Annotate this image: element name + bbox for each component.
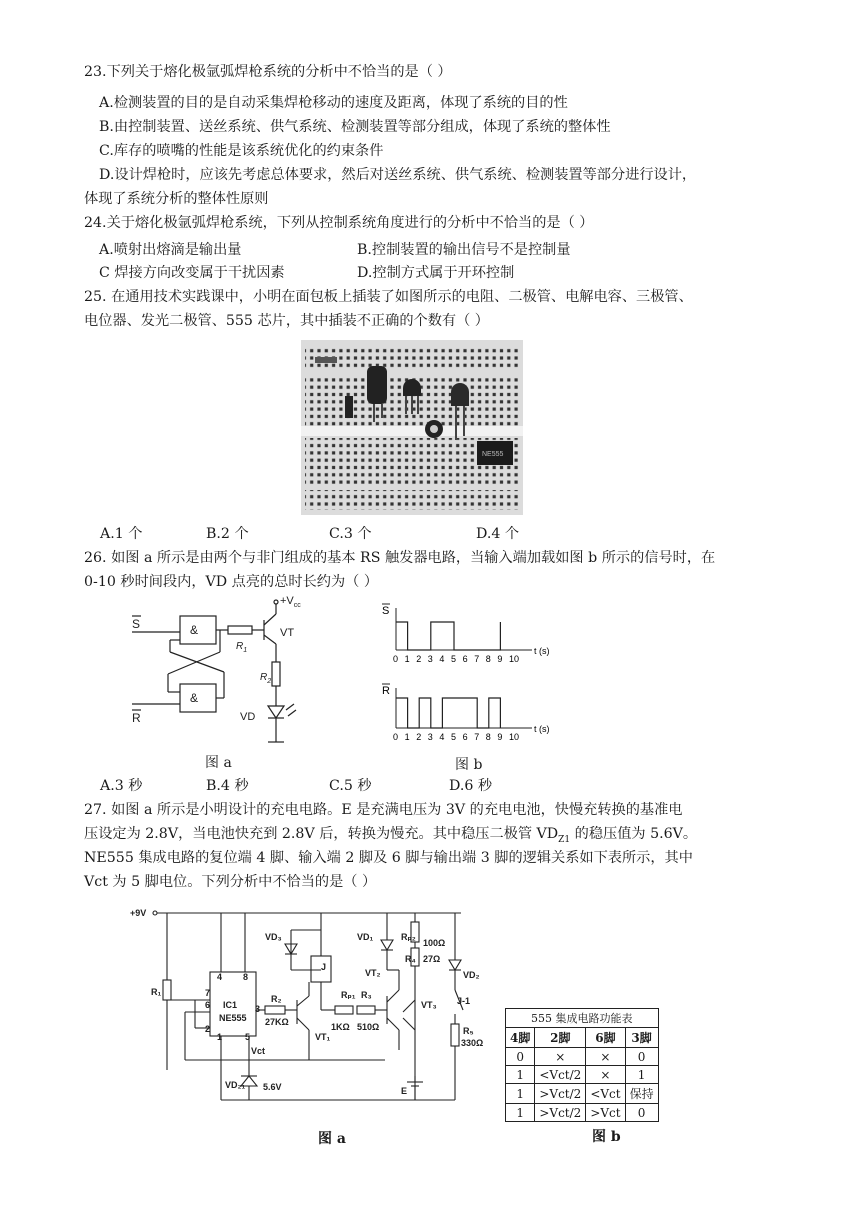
tick-label: 2 [416, 732, 422, 742]
table-row: 1 >Vct/2 >Vct 0 [506, 1104, 659, 1122]
tick-label: 1 [404, 732, 410, 742]
q24-stem: 24.关于熔化极氩弧焊枪系统，下列从控制系统角度进行的分析中不恰当的是（ ） [84, 215, 594, 231]
function-table-555 [505, 1008, 659, 1122]
table-header: 4脚 [506, 1028, 535, 1048]
svg-text:IC1: IC1 [223, 1000, 238, 1010]
svg-text:Rₚ₂: Rₚ₂ [401, 932, 416, 942]
tick-label: 5 [451, 654, 457, 664]
svg-text:Rₚ₁: Rₚ₁ [341, 990, 356, 1000]
q27-caption-b: 图 b [592, 1129, 621, 1145]
svg-text:5.6V: 5.6V [263, 1082, 282, 1092]
tick-label: 9 [497, 654, 503, 664]
tick-label: 8 [485, 732, 491, 742]
rs-flipflop-circuit [120, 592, 320, 752]
table-header: 2脚 [535, 1028, 586, 1048]
s-waveform [396, 622, 500, 650]
q25-stem: 25. 在通用技术实践课中，小明在面包板上插装了如图所示的电阻、二极管、电解电容、三极管、 [84, 289, 693, 305]
led-icon [451, 383, 469, 406]
q27-stem-2: 压设定为 2.8V，当电池快充到 2.8V 后，转换为慢充。其中稳压二极管 $VD_{Z1}$ 的稳压值为 5.6V。 [84, 826, 698, 845]
q23-stem: 23.下列关于熔化极氩弧焊枪系统的分析中不恰当的是（ ） [84, 64, 452, 80]
tick-label: 3 [427, 654, 433, 664]
q23-option-a: A.检测装置的目的是自动采集焊枪移动的速度及距离，体现了系统的目的性 [99, 95, 568, 111]
table-header: 6脚 [586, 1028, 625, 1048]
svg-text:1: 1 [217, 1032, 223, 1042]
q24-option-d: D.控制方式属于开环控制 [357, 265, 515, 281]
tick-label: 3 [427, 732, 433, 742]
svg-text:R₅: R₅ [463, 1026, 474, 1036]
r-signal-label: R [382, 685, 390, 697]
q24-option-a: A.喷射出熔滴是输出量 [99, 242, 242, 258]
svg-text:4: 4 [217, 972, 223, 982]
q26-option-d: D.6 秒 [449, 778, 493, 794]
charging-circuit [125, 900, 495, 1115]
svg-text:VD₃: VD₃ [265, 932, 282, 942]
tick-label: 4 [439, 732, 445, 742]
svg-text:VD: VD [240, 711, 256, 723]
table-row: 0 × × 0 [506, 1048, 659, 1066]
svg-text:2: 2 [205, 1024, 211, 1034]
capacitor-icon [367, 366, 387, 404]
svg-text:VT₂: VT₂ [365, 968, 381, 978]
svg-text:27Ω: 27Ω [423, 954, 441, 964]
q26-option-a: A.3 秒 [100, 778, 143, 794]
tick-label: 5 [451, 732, 457, 742]
svg-text:VD₂: VD₂ [463, 970, 480, 980]
svg-text:330Ω: 330Ω [461, 1038, 484, 1048]
q23-option-c: C.库存的喷嘴的性能是该系统优化的约束条件 [99, 143, 384, 159]
q26-caption-a: 图 a [205, 755, 232, 771]
svg-text:3: 3 [255, 1004, 261, 1014]
resistor-r2 [272, 662, 280, 686]
tick-label: 1 [404, 654, 410, 664]
q27-stem: 27. 如图 a 所示是小明设计的充电电路。E 是充满电压为 3V 的充电电池，快慢充转换的基准电 [84, 802, 683, 818]
svg-text:VT₁: VT₁ [315, 1032, 331, 1042]
svg-text:6: 6 [205, 1000, 211, 1010]
q27-stem-4: Vct 为 5 脚电位。下列分析中不恰当的是（ ） [84, 874, 377, 890]
tick-label: 7 [474, 654, 480, 664]
svg-text:100Ω: 100Ω [423, 938, 446, 948]
t-axis-label: t (s) [534, 646, 550, 656]
s-signal-label: S [382, 605, 390, 617]
svg-text:7: 7 [205, 988, 211, 998]
led-vd-icon [268, 706, 284, 718]
svg-text:&: & [190, 691, 199, 705]
tick-label: 4 [439, 654, 445, 664]
q26-stem: 26. 如图 a 所示是由两个与非门组成的基本 RS 触发器电路，当输入端加载如图 b 所示的信号时，在 [84, 550, 716, 566]
q25-option-d: D.4 个 [476, 526, 520, 542]
q27-caption-a: 图 a [318, 1131, 346, 1147]
svg-text:+Vcc: $+V_{cc}$ [280, 595, 301, 609]
q25-option-b: B.2 个 [206, 526, 249, 542]
table-title: 555 集成电路功能表 [506, 1009, 659, 1028]
svg-text:VT: VT [280, 627, 295, 639]
svg-text:NE555: NE555 [219, 1013, 247, 1023]
svg-text:VD₁: VD₁ [357, 932, 374, 942]
tick-label: 7 [474, 732, 480, 742]
q23-option-d: D.设计焊枪时，应该先考虑总体要求，然后对送丝系统、供气系统、检测装置等部分进行设计， [99, 167, 697, 183]
svg-text:+9V: +9V [130, 908, 147, 918]
tick-label: 10 [509, 654, 520, 664]
waveform-chart [380, 600, 560, 755]
q23-option-d-cont: 体现了系统分析的整体性原则 [84, 191, 269, 207]
tick-label: 0 [393, 732, 399, 742]
svg-text:E: E [401, 1086, 408, 1096]
svg-text:R2: $R_2$ [260, 672, 272, 685]
svg-text:27KΩ: 27KΩ [265, 1017, 289, 1027]
diode-icon [345, 396, 353, 418]
svg-text:NE555: NE555 [482, 451, 504, 458]
resistor-r1 [228, 626, 252, 634]
svg-text:R₁: R₁ [151, 987, 162, 997]
svg-text:510Ω: 510Ω [357, 1022, 380, 1032]
q27-stem-3: NE555 集成电路的复位端 4 脚、输入端 2 脚及 6 脚与输出端 3 脚的逻辑关系如下表所示，其中 [84, 850, 693, 866]
r-bar-label: R [132, 711, 141, 725]
svg-text:VD₂₁: VD₂₁ [225, 1080, 246, 1090]
svg-text:5: 5 [245, 1032, 251, 1042]
svg-text:R₄: R₄ [405, 954, 416, 964]
svg-text:R₂: R₂ [271, 994, 282, 1004]
svg-text:Vct: Vct [251, 1046, 266, 1056]
tick-label: 2 [416, 654, 422, 664]
q26-stem-cont: 0-10 秒时间段内，VD 点亮的总时长约为（ ） [84, 574, 379, 590]
tick-label: 0 [393, 654, 399, 664]
q25-option-a: A.1 个 [100, 526, 143, 542]
q26-option-c: C.5 秒 [329, 778, 372, 794]
svg-text:R₃: R₃ [361, 990, 372, 1000]
table-row: 1 <Vct/2 × 1 [506, 1066, 659, 1084]
r-waveform [396, 698, 500, 728]
table-header: 3脚 [625, 1028, 658, 1048]
q26-option-b: B.4 秒 [206, 778, 249, 794]
svg-text:1KΩ: 1KΩ [331, 1022, 350, 1032]
svg-text:&: & [190, 623, 199, 637]
tick-label: 8 [485, 654, 491, 664]
q24-option-c: C 焊接方向改变属于干扰因素 [99, 265, 285, 281]
q25-option-c: C.3 个 [329, 526, 372, 542]
tick-label: 6 [462, 654, 468, 664]
q26-caption-b: 图 b [455, 757, 483, 773]
svg-text:R1: $R_1$ [236, 641, 248, 654]
tick-label: 6 [462, 732, 468, 742]
svg-text:J-1: J-1 [457, 996, 471, 1006]
q24-option-b: B.控制装置的输出信号不是控制量 [357, 242, 571, 258]
s-bar-label: S [132, 617, 141, 631]
resistor-icon [315, 357, 337, 363]
table-row: 1 >Vct/2 <Vct 保持 [506, 1084, 659, 1104]
breadboard-photo [301, 340, 523, 515]
q23-option-b: B.由控制装置、送丝系统、供气系统、检测装置等部分组成，体现了系统的整体性 [99, 119, 611, 135]
q25-stem-cont: 电位器、发光二极管、555 芯片，其中插装不正确的个数有（ ） [84, 313, 489, 329]
tick-label: 10 [509, 732, 520, 742]
tick-label: 9 [497, 732, 503, 742]
svg-text:VT₃: VT₃ [421, 1000, 437, 1010]
t-axis-label: t (s) [534, 724, 550, 734]
svg-text:8: 8 [243, 972, 249, 982]
svg-text:J: J [321, 962, 327, 972]
